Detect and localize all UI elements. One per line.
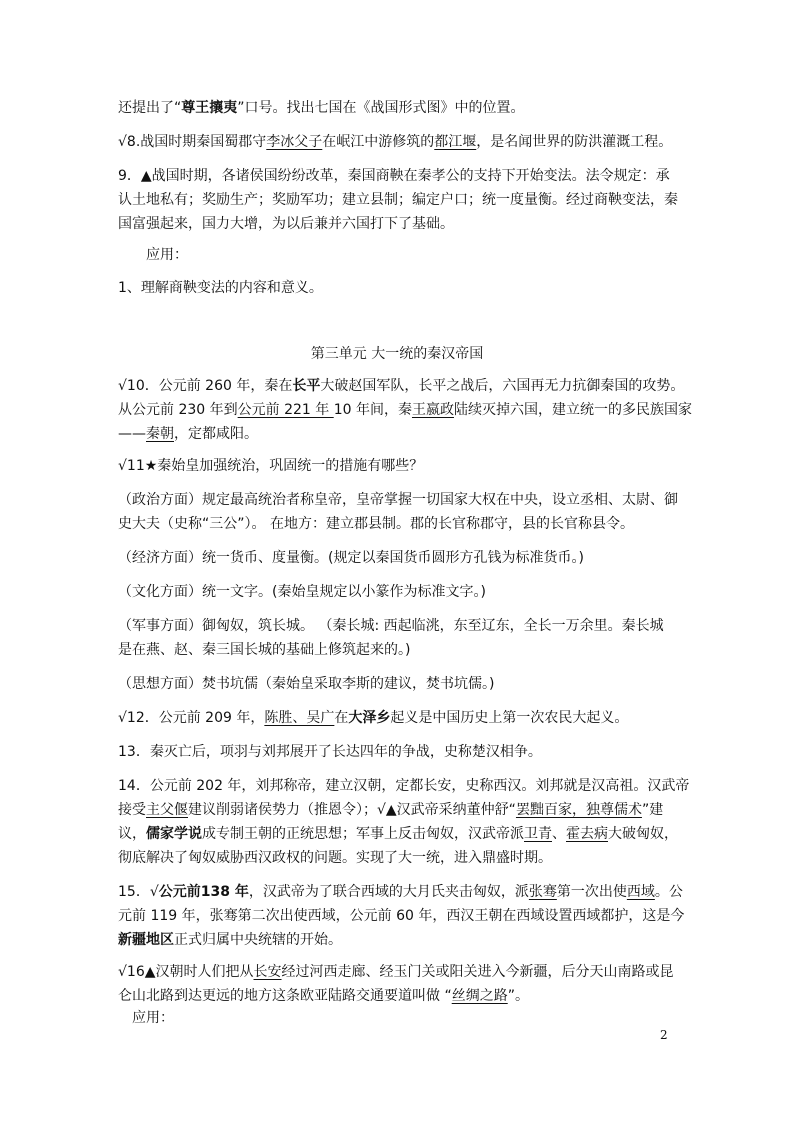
text-run: √16▲汉朝时人们把从 bbox=[118, 964, 254, 980]
text-line bbox=[118, 422, 690, 447]
text-run: ，是名闻世界的防洪灌溉工程。 bbox=[476, 134, 673, 150]
text-run: 起义是中国历史上第一次农民大起义。 bbox=[390, 710, 629, 726]
text-run: 从公元前 230 年到 bbox=[118, 402, 238, 418]
text-line bbox=[118, 960, 690, 985]
text-line: 14．公元前 202 年，刘邦称帝，建立汉朝，定都长安，史称西汉。刘邦就是汉高祖。汉武帝 bbox=[118, 778, 690, 794]
text-run: 新疆地区 bbox=[118, 932, 174, 948]
text-line bbox=[118, 706, 690, 731]
text-line bbox=[118, 398, 690, 423]
text-line bbox=[118, 96, 690, 121]
text-line bbox=[118, 130, 690, 155]
text-run: 第一次出使 bbox=[556, 884, 627, 900]
text-run: 大破匈奴， bbox=[608, 826, 678, 842]
text-run: ”建 bbox=[641, 802, 664, 818]
text-run: 王嬴政 bbox=[411, 402, 454, 418]
text-run: 卫青 bbox=[524, 826, 552, 842]
text-line: （军事方面）御匈奴，筑长城。 （秦长城: 西起临洮，东至辽东，全长一万余里。秦长城 bbox=[118, 618, 664, 634]
text-run: ，汉武帝为了联合西域的大月氏夹击匈奴，派 bbox=[248, 884, 529, 900]
text-run: 建议削弱诸侯势力（推恩令）；√▲汉武帝采纳董仲舒“ bbox=[188, 802, 516, 818]
text-run: 丝绸之路 bbox=[451, 988, 508, 1004]
text-run: 10 年间，秦 bbox=[333, 402, 412, 418]
text-run: 公元前 221 年 bbox=[237, 402, 334, 418]
text-run: 秦朝 bbox=[146, 426, 174, 442]
text-run: 公元前138 年 bbox=[158, 884, 249, 900]
text-run: 接受 bbox=[118, 802, 146, 818]
text-run: 经过河西走廊、经玉门关或阳关进入今新疆，后分天山南路或昆 bbox=[281, 964, 674, 980]
text-run: 议， bbox=[118, 826, 146, 842]
text-run: 长安 bbox=[253, 964, 282, 980]
text-line: 13．秦灭亡后，项羽与刘邦展开了长达四年的争战，史称楚汉相争。 bbox=[118, 744, 542, 760]
text-line: 应用： bbox=[146, 247, 188, 263]
text-run: 张骞 bbox=[528, 884, 557, 900]
text-line: 1、理解商鞅变法的内容和意义。 bbox=[118, 280, 323, 296]
text-run: 成专制王朝的正统思想；军事上反击匈奴，汉武帝派 bbox=[202, 826, 524, 842]
text-line bbox=[118, 928, 690, 953]
text-run: 陆续灭掉六国，建立统一的多民族国家 bbox=[453, 402, 692, 418]
text-run: 都江堰 bbox=[434, 134, 477, 150]
text-line: （经济方面）统一货币、度量衡。(规定以秦国货币圆形方孔钱为标准货币。) bbox=[118, 550, 584, 566]
text-run: 西域 bbox=[626, 884, 655, 900]
text-line: 应用： bbox=[132, 1010, 174, 1026]
text-run: 主父偃 bbox=[146, 802, 188, 818]
text-run: 在 bbox=[334, 710, 349, 726]
text-run: ”口号。找出七国在《战国形式图》中的位置。 bbox=[237, 100, 525, 116]
text-line: 国富强起来，国力大增，为以后兼并六国打下了基础。 bbox=[118, 216, 454, 232]
text-run: 正式归属中央统辖的开始。 bbox=[174, 932, 342, 948]
text-run: 李冰父子 bbox=[266, 134, 323, 150]
text-run: 儒家学说 bbox=[146, 826, 202, 842]
section-title: 第三单元 大一统的秦汉帝国 bbox=[310, 346, 484, 362]
text-run: 大破赵国军队，长平之战后，六国再无力抗御秦国的攻势。 bbox=[320, 378, 685, 394]
text-run: 、 bbox=[552, 826, 566, 842]
text-run: 罢黜百家，独尊儒术 bbox=[515, 802, 642, 818]
text-line: 是在燕、赵、秦三国长城的基础上修筑起来的。) bbox=[118, 642, 411, 658]
text-run: 。公 bbox=[654, 884, 683, 900]
text-run: 霍去病 bbox=[566, 826, 608, 842]
text-line: （文化方面）统一文字。(秦始皇规定以小篆作为标准文字。) bbox=[118, 584, 486, 600]
text-line: 彻底解决了匈奴威胁西汉政权的问题。实现了大一统，进入鼎盛时期。 bbox=[118, 850, 552, 866]
text-run: √8.战国时期秦国蜀郡守 bbox=[118, 134, 267, 150]
page-number: 2 bbox=[660, 1028, 668, 1042]
text-run: 仑山北路到达更远的地方这条欧亚陆路交通要道叫做 “ bbox=[118, 988, 452, 1004]
text-line: 认土地私有；奖励生产；奖励军功；建立县制；编定户口；统一度量衡。经过商鞅变法，秦 bbox=[118, 192, 678, 208]
text-run: 陈胜、吴广 bbox=[264, 710, 335, 726]
text-run: 15．√ bbox=[118, 884, 159, 900]
text-line bbox=[118, 822, 690, 847]
text-line: （思想方面）焚书坑儒（秦始皇采取李斯的建议，焚书坑儒。) bbox=[118, 676, 495, 692]
text-line bbox=[118, 374, 690, 399]
text-run: 大泽乡 bbox=[348, 710, 391, 726]
text-line: √11★秦始皇加强统治，巩固统一的措施有哪些？ bbox=[118, 458, 424, 474]
text-line: 史大夫（史称“三公”）。 在地方：建立郡县制。郡的长官称郡守，县的长官称县令。 bbox=[118, 516, 634, 532]
text-run: 长平 bbox=[292, 378, 321, 394]
text-run: 还提出了“ bbox=[118, 100, 182, 116]
text-run: √10．公元前 260 年，秦在 bbox=[118, 378, 293, 394]
text-run: ，定都咸阳。 bbox=[174, 426, 258, 442]
text-run: ”。 bbox=[507, 988, 529, 1004]
text-run: 在岷江中游修筑的 bbox=[322, 134, 435, 150]
text-run: —— bbox=[118, 426, 146, 442]
text-line: （政治方面）规定最高统治者称皇帝，皇帝掌握一切国家大权在中央，设立丞相、太尉、御 bbox=[118, 492, 678, 508]
text-line bbox=[118, 798, 690, 823]
text-run: 尊王攘夷 bbox=[181, 100, 238, 116]
text-run: √12．公元前 209 年， bbox=[118, 710, 265, 726]
text-line bbox=[118, 880, 690, 905]
text-line: 元前 119 年，张骞第二次出使西域，公元前 60 年，西汉王朝在西域设置西域都护，这是今 bbox=[118, 908, 685, 924]
text-line: 9．▲战国时期，各诸侯国纷纷改革，秦国商鞅在秦孝公的支持下开始变法。法令规定：承 bbox=[118, 168, 670, 184]
